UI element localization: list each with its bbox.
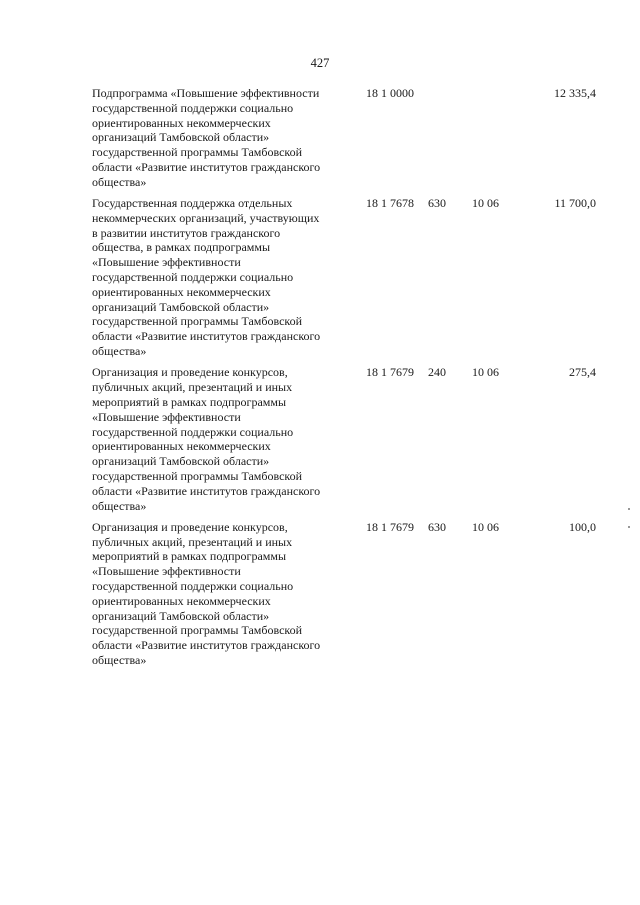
section-subsection-code: 10 06 [472, 196, 499, 211]
description-line: государственной поддержки социально [92, 424, 294, 439]
description-line: в развитии институтов гражданского [92, 225, 281, 240]
description-line: области «Развитие институтов гражданского [92, 483, 321, 498]
target-article-code: 18 1 7679 [366, 365, 414, 380]
amount: 12 335,4 [554, 86, 596, 100]
expense-type-code: 240 [428, 365, 446, 380]
description-line: ориентированных некоммерческих [92, 439, 271, 454]
description-line: публичных акций, презентаций и иных [92, 534, 293, 549]
description-line: Подпрограмма «Повышение эффективности [92, 86, 320, 100]
description-line: государственной поддержки социально [92, 270, 294, 285]
description-line: мероприятий в рамках подпрограммы [92, 394, 287, 409]
description-line: Государственная поддержка отдельных [92, 196, 293, 211]
description-line: области «Развитие институтов гражданского [92, 329, 321, 344]
description-line: государственной программы Тамбовской [92, 314, 303, 329]
table-row [92, 196, 596, 359]
target-article-code: 18 1 0000 [366, 86, 414, 100]
description-line: «Повышение эффективности [92, 409, 241, 424]
description-line: ориентированных некоммерческих [92, 593, 271, 608]
description-line: государственной поддержки социально [92, 579, 294, 593]
page-number: 427 [310, 56, 330, 70]
description-line: Организация и проведение конкурсов, [92, 365, 288, 380]
target-article-code: 18 1 7678 [366, 196, 414, 211]
table-row [92, 86, 596, 190]
description-line: организаций Тамбовской области» [92, 454, 270, 469]
description-line: Организация и проведение конкурсов, [92, 519, 288, 534]
budget-table [92, 86, 596, 668]
row-description [92, 365, 354, 513]
description-line: общества» [92, 174, 147, 189]
scan-speck [628, 508, 630, 510]
description-line: ориентированных некоммерческих [92, 115, 271, 130]
description-line: государственной программы Тамбовской [92, 145, 303, 160]
description-line: организаций Тамбовской области» [92, 299, 270, 314]
description-line: «Повышение эффективности [92, 255, 241, 270]
table-row [92, 520, 596, 668]
amount: 100,0 [569, 519, 596, 534]
description-line: государственной программы Тамбовской [92, 468, 303, 483]
section-subsection-code: 10 06 [472, 519, 499, 534]
description-line: публичных акций, презентаций и иных [92, 380, 293, 395]
description-line: государственной программы Тамбовской [92, 623, 303, 638]
table-row [92, 365, 596, 513]
description-line: государственной поддержки социально [92, 100, 294, 115]
description-line: «Повышение эффективности [92, 564, 241, 579]
expense-type-code: 630 [428, 519, 446, 534]
target-article-code: 18 1 7679 [366, 519, 414, 534]
amount: 275,4 [569, 365, 596, 380]
description-line: общества, в рамках подпрограммы [92, 240, 271, 255]
description-line: общества» [92, 344, 147, 359]
row-description [92, 520, 354, 668]
row-description [92, 196, 354, 359]
row-description [92, 86, 354, 190]
description-line: общества» [92, 498, 147, 513]
section-subsection-code: 10 06 [472, 365, 499, 380]
description-line: области «Развитие институтов гражданского [92, 159, 321, 174]
description-line: мероприятий в рамках подпрограммы [92, 549, 287, 564]
description-line: общества» [92, 652, 147, 667]
amount: 11 700,0 [554, 196, 596, 211]
expense-type-code: 630 [428, 196, 446, 211]
description-line: ориентированных некоммерческих [92, 284, 271, 299]
description-line: некоммерческих организаций, участвующих [92, 210, 320, 225]
description-line: организаций Тамбовской области» [92, 130, 270, 145]
description-line: организаций Тамбовской области» [92, 608, 270, 623]
description-line: области «Развитие институтов гражданского [92, 638, 321, 653]
scan-speck [628, 526, 630, 528]
